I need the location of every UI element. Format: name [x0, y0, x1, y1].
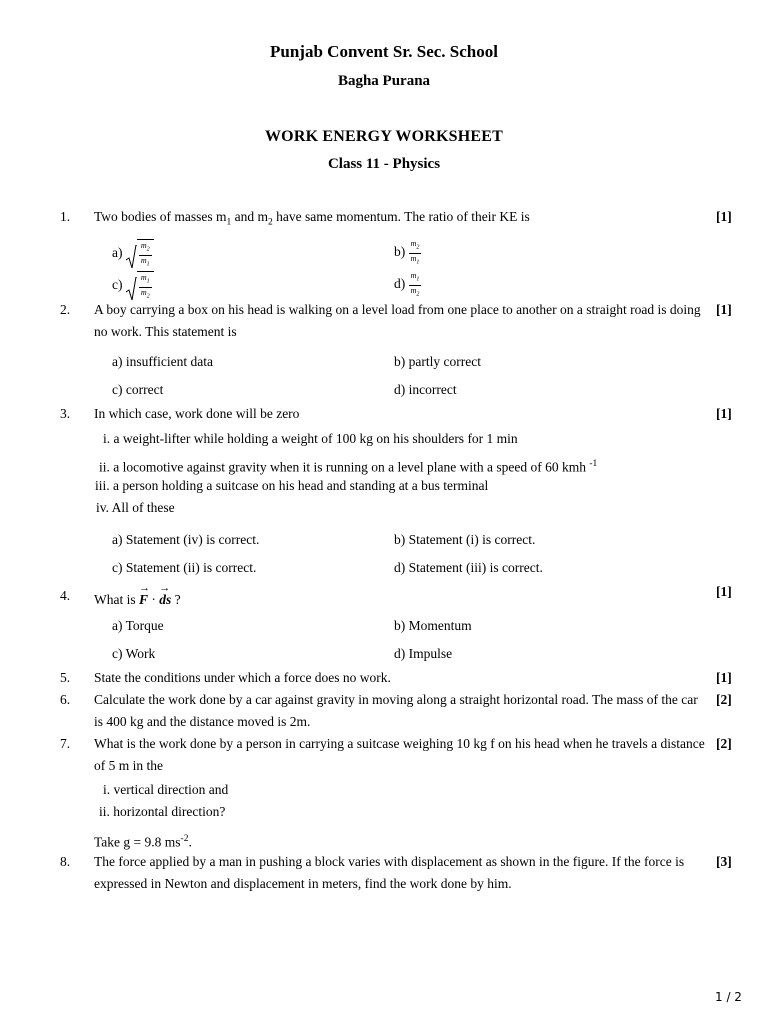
gravity-note: Take g = 9.8 $ms^{-2}$. — [94, 834, 192, 850]
question-number: 5. — [60, 670, 71, 685]
question-8-text: The force applied by a man in pushing a block varies with displacement as shown in the figure. If the force is expressed in Newton and displacement in meters, find the work done by him. — [94, 854, 685, 891]
square-root: $\frac{m_1}{m_2}$ — [126, 271, 154, 301]
page-number: 1 / 2 — [715, 990, 742, 1004]
statement-iv: iv. All of these — [96, 500, 175, 515]
option-d: d) Statement (iii) is correct. — [394, 560, 543, 575]
question-marks: [1] — [716, 670, 732, 685]
option-c: c) $\frac{m_1}{m_2}$ — [112, 271, 154, 301]
sub-part-ii: ii. horizontal direction? — [99, 804, 226, 819]
question-marks: [1] — [716, 406, 732, 421]
school-name: Punjab Convent Sr. Sec. School — [270, 42, 498, 61]
question-2-text: A boy carrying a box on his head is walking on a level load from one place to another on a straight road is doing no work. This statement is — [94, 302, 701, 339]
question-marks: [2] — [716, 736, 732, 751]
option-a: a) insufficient data — [112, 354, 213, 369]
square-root: $\frac{m_2}{m_1}$ — [126, 239, 154, 269]
option-c: c) Work — [112, 646, 156, 661]
question-number: 3. — [60, 406, 71, 421]
option-d: d) Impulse — [394, 646, 453, 661]
question-marks: [3] — [716, 854, 732, 869]
option-c: c) correct — [112, 382, 164, 397]
school-location: Bagha Purana — [337, 73, 431, 89]
question-1-text: Two bodies of masses $m_1$ and $m_2$ have same momentum. The ratio of their KE is — [94, 209, 530, 228]
question-6-text: Calculate the work done by a car against gravity in moving along a straight horizontal road. The mass of the car is 400 kg and the distance moved is 2m. — [94, 692, 698, 729]
question-4-text: What is → F · → ds ? — [94, 585, 709, 611]
worksheet-title: WORK ENERGY WORKSHEET — [264, 128, 504, 145]
question-marks: [1] — [716, 584, 732, 599]
option-d: d) incorrect — [394, 382, 457, 397]
option-b: b) partly correct — [394, 354, 481, 369]
option-c: c) Statement (ii) is correct. — [112, 560, 257, 575]
option-a: a) $\frac{m_2}{m_1}$ — [112, 239, 154, 269]
question-marks: [1] — [716, 302, 732, 317]
statement-i: i. a weight-lifter while holding a weight of 100 kg on his shoulders for 1 min — [103, 431, 518, 446]
statement-ii: ii. a locomotive against gravity when it is running on a level plane with a speed of 60 kmh $^{-1}$ — [99, 459, 598, 475]
option-d: d) $\frac{m_1}{m_2}$ — [394, 271, 420, 298]
question-number: 6. — [60, 692, 71, 707]
option-b: b) Statement (i) is correct. — [394, 532, 536, 547]
question-number: 1. — [60, 209, 71, 224]
question-3-text: In which case, work done will be zero — [94, 406, 300, 421]
option-a: a) Torque — [112, 618, 164, 633]
question-number: 7. — [60, 736, 71, 751]
sub-part-i: i. vertical direction and — [103, 782, 229, 797]
question-number: 2. — [60, 302, 71, 317]
question-marks: [2] — [716, 692, 732, 707]
option-b: b) $\frac{m_2}{m_1}$ — [394, 239, 420, 266]
option-a: a) Statement (iv) is correct. — [112, 532, 260, 547]
question-5-text: State the conditions under which a force does no work. — [94, 670, 391, 685]
statement-iii: iii. a person holding a suitcase on his head and standing at a bus terminal — [95, 478, 489, 493]
question-7-text: What is the work done by a person in carrying a suitcase weighing 10 kg f on his head when he travels a distance of 5 m in the — [94, 736, 705, 773]
force-vector: → F — [139, 585, 148, 611]
question-number: 8. — [60, 854, 71, 869]
displacement-vector: → ds — [159, 585, 171, 611]
question-marks: [1] — [716, 209, 732, 224]
question-number: 4. — [60, 588, 71, 603]
worksheet-class: Class 11 - Physics — [327, 156, 441, 172]
option-b: b) Momentum — [394, 618, 472, 633]
